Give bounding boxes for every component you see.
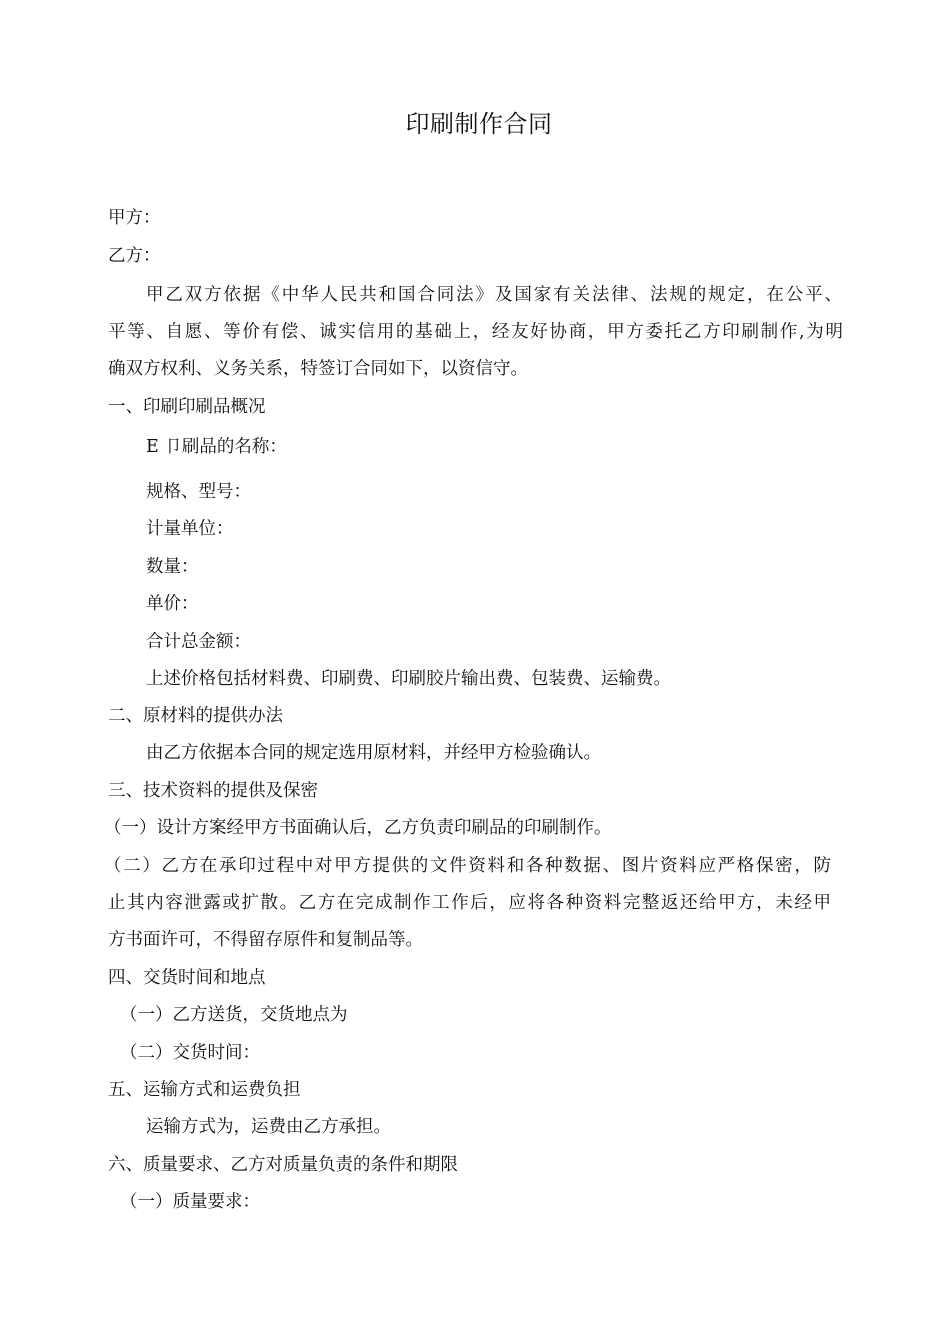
section-3-item-2-line-3: 方书面许可，不得留存原件和复制品等。 — [108, 930, 423, 950]
item-unit-price: 单价： — [146, 594, 199, 614]
section-4-item-1: （一）乙方送货，交货地点为 — [120, 1005, 348, 1025]
item-quantity: 数量： — [146, 557, 199, 577]
section-2-heading: 二、原材料的提供办法 — [108, 706, 283, 726]
section-3-item-2-line-2: 止其内容泄露或扩散。乙方在完成制作工作后，应将各种资料完整返还给甲方，未经甲 — [108, 893, 831, 913]
item-total-amount: 合计总金额： — [146, 632, 251, 652]
section-1-heading: 一、印刷印刷品概况 — [108, 397, 266, 417]
section-3-item-2-line-1: （二）乙方在承印过程中对甲方提供的文件资料和各种数据、图片资料应严格保密，防 — [104, 856, 831, 876]
party-a-label: 甲方： — [108, 208, 161, 228]
section-4-item-2: （二）交货时间： — [120, 1043, 260, 1063]
section-4-heading: 四、交货时间和地点 — [108, 968, 266, 988]
party-b-label: 乙方： — [108, 246, 161, 266]
price-inclusion-note: 上述价格包括材料费、印刷费、印刷胶片输出费、包装费、运输费。 — [146, 669, 671, 689]
section-6-heading: 六、质量要求、乙方对质量负责的条件和期限 — [108, 1155, 458, 1175]
item-spec-model: 规格、型号： — [146, 482, 251, 502]
section-2-text: 由乙方依据本合同的规定选用原材料，并经甲方检验确认。 — [146, 743, 601, 763]
document-title: 印刷制作合同 — [405, 110, 553, 138]
preamble-line-1: 甲乙双方依据《中华人民共和国合同法》及国家有关法律、法规的规定，在公平、 — [146, 285, 842, 305]
preamble-line-2: 平等、自愿、等价有偿、诚实信用的基础上，经友好协商，甲方委托乙方印刷制作,为明 — [108, 322, 843, 342]
item-product-name: E 卩刷品的名称： — [146, 437, 287, 457]
preamble-line-3: 确双方权利、义务关系，特签订合同如下，以资信守。 — [108, 359, 528, 379]
section-5-heading: 五、运输方式和运费负担 — [108, 1080, 301, 1100]
section-3-item-1: （一）设计方案经甲方书面确认后，乙方负责印刷品的印刷制作。 — [104, 818, 612, 838]
section-5-text: 运输方式为，运费由乙方承担。 — [146, 1117, 391, 1137]
section-3-heading: 三、技术资料的提供及保密 — [108, 781, 318, 801]
section-6-item-1: （一）质量要求： — [120, 1192, 260, 1212]
item-unit: 计量单位： — [146, 519, 234, 539]
